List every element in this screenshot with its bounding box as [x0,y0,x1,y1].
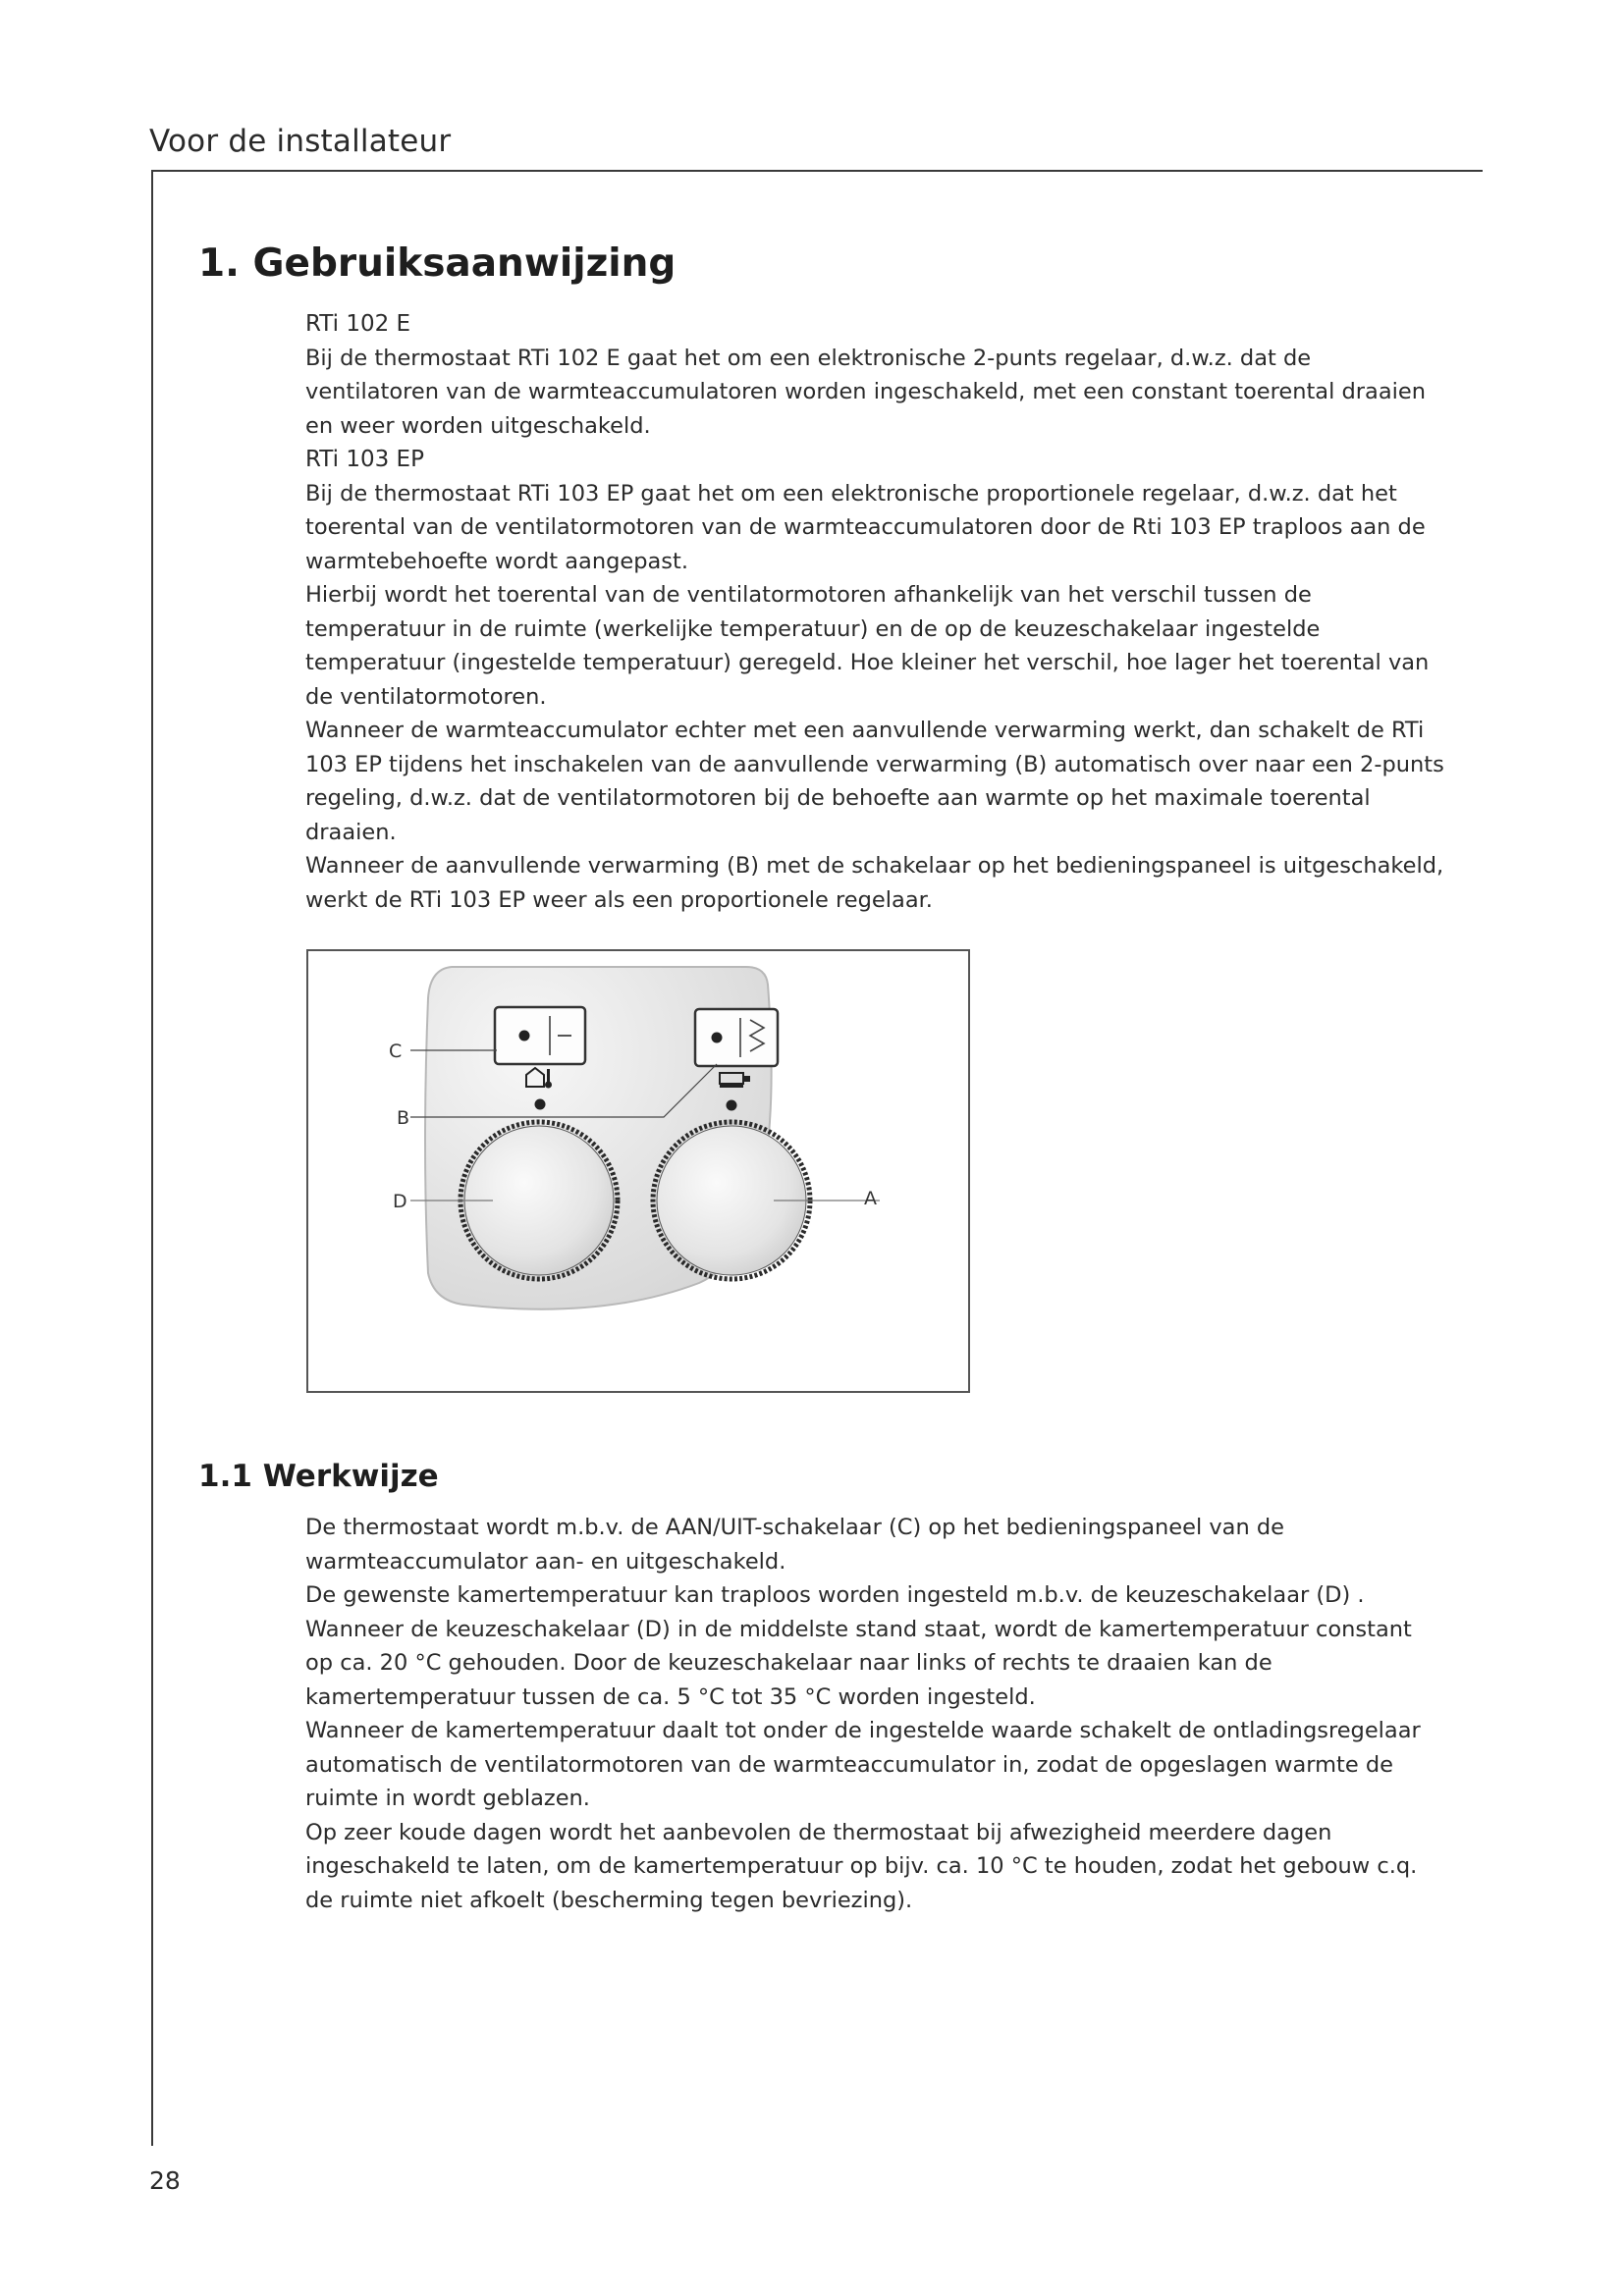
heater-switch-icon [695,1009,778,1066]
paragraph-rti-103ep-2: Hierbij wordt het toerental van de ventilatormotoren afhankelijk van het verschil tussen de temperatuur in de ruimte (werkelijke temperatuur) en de op de keuzeschakelaar ingestelde temperatuur (ingestelde temperatuur) geregeld. Hoe kleiner het verschil, hoe lager het toerental van de ventilatormotoren. [305,582,1430,710]
callout-a: A [864,1188,877,1209]
callout-c: C [389,1041,403,1062]
paragraph-rti-102e: Bij de thermostaat RTi 102 E gaat het om een elektronische 2-punts regelaar, d.w.z. dat de ventilatoren van de warmteaccumulatoren worden ingeschakeld, met een constant toerental draaien en weer worden uitgeschakeld. [305,345,1426,439]
paragraph-werkwijze-1: De thermostaat wordt m.b.v. de AAN/UIT-schakelaar (C) op het bedieningspaneel van de warmteaccumulator aan- en uitgeschakeld. [305,1515,1285,1575]
paragraph-rti-103ep-1: Bij de thermostaat RTi 103 EP gaat het om een elektronische proportionele regelaar, d.w.z. dat het toerental van de ventilatormotoren van de warmteaccumulatoren door de Rti 103 EP traploos aan de warmtebehoefte wordt aangepast. [305,480,1426,574]
header-rule [151,170,1483,172]
section-text-block [305,1511,1444,1917]
page-title: 1. Gebruiksaanwijzing [198,241,677,286]
paragraph-werkwijze-5: Op zeer koude dagen wordt het aanbevolen de thermostaat bij afwezigheid meerdere dagen ingeschakeld te laten, om de kamertemperatuur op bijv. ca. 10 °C te houden, zodat het gebouw c.q. de ruimte niet afkoelt (bescherming tegen bevriezing). [305,1819,1418,1913]
left-margin-rule [151,170,153,2146]
paragraph-werkwijze-3: Wanneer de keuzeschakelaar (D) in de middelste stand staat, wordt de kamertemperatuur constant op ca. 20 °C gehouden. Door de keuzeschakelaar naar links of rechts te draaien kan de kamertemperatuur tussen de ca. 5 °C tot 35 °C worden ingesteld. [305,1616,1412,1710]
section-heading: 1.1 Werkwijze [198,1459,439,1494]
running-header: Voor de installateur [149,124,452,159]
page-number: 28 [149,2166,181,2195]
control-panel-figure [306,949,970,1393]
paragraph-werkwijze-2: De gewenste kamertemperatuur kan traploos worden ingesteld m.b.v. de keuzeschakelaar (D) . [305,1582,1365,1608]
paragraph-werkwijze-4: Wanneer de kamertemperatuur daalt tot onder de ingestelde waarde schakelt de ontladingsregelaar automatisch de ventilatormotoren van de warmteaccumulator in, zodat de opgeslagen warmte de ruimte in wordt geblazen. [305,1718,1421,1811]
intro-text-block [305,307,1444,917]
model-heading-rti-103ep: RTi 103 EP [305,447,424,472]
paragraph-rti-103ep-3: Wanneer de warmteaccumulator echter met een aanvullende verwarming werkt, dan schakelt de RTi 103 EP tijdens het inschakelen van de aanvullende verwarming (B) automatisch over naar een 2-punts regeling, d.w.z. dat de ventilatormotoren bij de behoefte aan warmte op het maximale toerental draaien. [305,718,1444,845]
model-heading-rti-102e: RTi 102 E [305,311,411,337]
paragraph-rti-103ep-4: Wanneer de aanvullende verwarming (B) met de schakelaar op het bedieningspaneel is uitgeschakeld, werkt de RTi 103 EP weer als een proportionele regelaar. [305,853,1444,913]
callout-b: B [397,1107,410,1129]
on-off-switch-icon [495,1007,585,1064]
callout-d: D [393,1191,407,1212]
